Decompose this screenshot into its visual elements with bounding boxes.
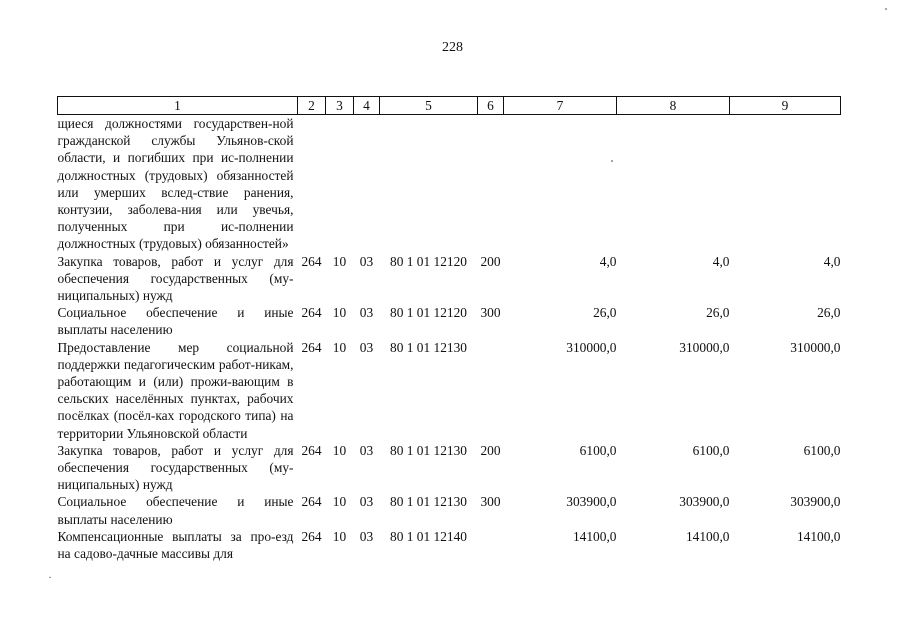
table-row	[58, 442, 841, 494]
cell-ministry-code: 264	[301, 339, 322, 355]
cell-subsection	[354, 115, 380, 253]
cell-section	[326, 115, 354, 253]
cell-amount-col8: 4,0	[712, 253, 730, 269]
cell-amount-col7: 26,0	[593, 305, 617, 321]
cell-ministry-code: 264	[301, 442, 322, 458]
cell-section: 10	[332, 494, 347, 510]
cell-section: 10	[332, 528, 347, 544]
cell-amount-col7: 310000,0	[566, 339, 617, 355]
cell-ministry-code	[298, 115, 326, 253]
cell-amount-col7: 6100,0	[579, 442, 617, 458]
column-header: 8	[617, 97, 730, 115]
cell-ministry-code: 264	[301, 528, 322, 544]
cell-amount-col7: 14100,0	[572, 528, 617, 544]
cell-expense-type: 200	[480, 253, 501, 269]
cell-amount-col8	[617, 115, 730, 253]
cell-amount-col8: 6100,0	[692, 442, 730, 458]
cell-target-article: 80 1 01 12140	[390, 528, 467, 544]
cell-ministry-code: 264	[301, 305, 322, 321]
table-row	[58, 528, 841, 562]
table-row	[58, 339, 841, 442]
cell-subsection: 03	[359, 494, 374, 510]
column-header: 6	[478, 97, 504, 115]
cell-target-article: 80 1 01 12130	[390, 339, 467, 355]
cell-amount-col7: 4,0	[599, 253, 617, 269]
row-description: Закупка товаров, работ и услуг для обеспечения государственных (му-ниципальных) нужд	[57, 442, 294, 493]
scan-mark	[611, 160, 613, 162]
table-row	[58, 304, 841, 338]
cell-target-article: 80 1 01 12130	[390, 442, 467, 458]
cell-subsection: 03	[359, 442, 374, 458]
column-header: 9	[730, 97, 841, 115]
cell-subsection: 03	[359, 253, 374, 269]
table-row	[58, 115, 841, 253]
cell-amount-col9: 303900,0	[790, 494, 841, 510]
cell-expense-type	[478, 115, 504, 253]
cell-amount-col7	[504, 115, 617, 253]
scan-mark	[885, 8, 887, 10]
cell-section: 10	[332, 253, 347, 269]
row-description: Компенсационные выплаты за про-езд на садово-дачные массивы для	[57, 528, 294, 562]
table-row	[58, 253, 841, 305]
cell-amount-col7: 303900,0	[566, 494, 617, 510]
cell-amount-col9: 4,0	[823, 253, 841, 269]
column-header: 4	[354, 97, 380, 115]
row-description: Закупка товаров, работ и услуг для обеспечения государственных (му-ниципальных) нужд	[57, 253, 294, 304]
cell-subsection: 03	[359, 339, 374, 355]
column-header: 5	[380, 97, 478, 115]
row-description: Социальное обеспечение и иные выплаты населению	[57, 305, 294, 338]
row-description: Предоставление мер социальной поддержки педагогическим работ-никам, работающим и (или) прожи-вающим в сельских населённых пунктах, рабочих посёлках (посёл-ках городского типа) на территории Ульяновской области	[57, 339, 294, 441]
scan-mark: ·	[48, 570, 52, 584]
cell-amount-col8: 14100,0	[685, 528, 730, 544]
row-description: щиеся должностями государствен-ной гражданской службы Ульянов-ской области, и погибших при ис-полнении должностных (трудовых) обязанностей или умерших вслед-ствие ранения, контузии, заболева-ния или увечья, полученных при ис-полнении должностных (трудовых) обязанностей»	[57, 116, 294, 252]
cell-expense-type	[478, 528, 504, 562]
cell-section: 10	[332, 442, 347, 458]
column-header: 3	[326, 97, 354, 115]
table-row	[58, 493, 841, 527]
cell-section: 10	[332, 339, 347, 355]
cell-amount-col9: 14100,0	[796, 528, 841, 544]
cell-target-article: 80 1 01 12130	[390, 494, 467, 510]
cell-target-article: 80 1 01 12120	[390, 305, 467, 321]
cell-expense-type: 300	[480, 305, 501, 321]
cell-amount-col8: 310000,0	[679, 339, 730, 355]
column-number-header	[58, 97, 841, 115]
cell-ministry-code: 264	[301, 253, 322, 269]
page-number: 228	[442, 40, 463, 55]
budget-table	[57, 96, 841, 562]
cell-target-article	[380, 115, 478, 253]
cell-amount-col9: 310000,0	[790, 339, 841, 355]
cell-subsection: 03	[359, 305, 374, 321]
cell-amount-col9	[730, 115, 841, 253]
cell-section: 10	[332, 305, 347, 321]
cell-amount-col8: 303900,0	[679, 494, 730, 510]
cell-amount-col9: 26,0	[817, 305, 841, 321]
cell-amount-col9: 6100,0	[803, 442, 841, 458]
column-header: 1	[58, 97, 298, 115]
cell-expense-type: 300	[480, 494, 501, 510]
cell-expense-type: 200	[480, 442, 501, 458]
row-description: Социальное обеспечение и иные выплаты населению	[57, 494, 294, 527]
cell-subsection: 03	[359, 528, 374, 544]
column-header: 7	[504, 97, 617, 115]
cell-expense-type	[478, 339, 504, 442]
cell-amount-col8: 26,0	[706, 305, 730, 321]
column-header: 2	[298, 97, 326, 115]
cell-ministry-code: 264	[301, 494, 322, 510]
cell-target-article: 80 1 01 12120	[390, 253, 467, 269]
